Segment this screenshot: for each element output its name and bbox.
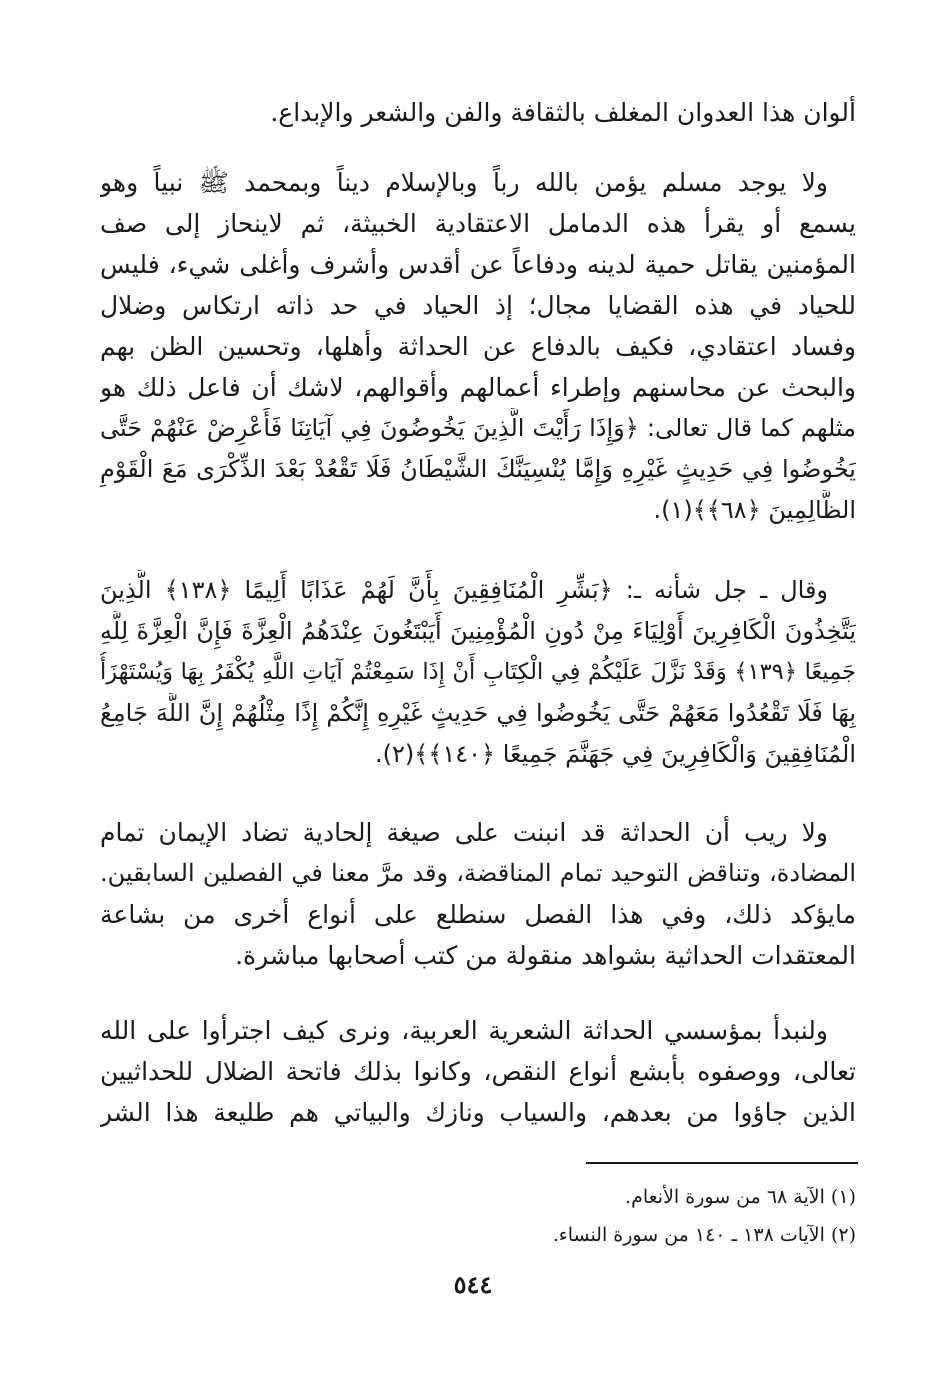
text-line: والبحث عن محاسنهم وإطراء أعمالهم وأقوالهم، لاشك أن فاعل ذلك هو	[100, 373, 856, 402]
text-line: المضادة، وتناقض التوحيد تمام المناقضة، وقد مرَّ معنا في الفصلين السابقين.	[100, 859, 856, 887]
page-number: ٥٤٤	[453, 1270, 493, 1299]
paragraph-2	[100, 162, 856, 531]
footnote-2: (٢) الآيات ١٣٨ ـ ١٤٠ من سورة النساء.	[552, 1224, 856, 1246]
quran-line: يَخُوضُوا فِي حَدِيثٍ غَيْرِهِ وَإِمَّا يُنْسِيَنَّكَ الشَّيْطَانُ فَلَا تَقْعُدْ بَعْدَ الذِّكْرَى مَعَ الْقَوْمِ	[100, 455, 856, 483]
quran-line: الْمُنَافِقِينَ وَالْكَافِرِينَ فِي جَهَنَّمَ جَمِيعًا ﴿١٤٠﴾﴾(٢).	[374, 740, 856, 768]
quran-line: وقال ـ جل شأنه ـ: ﴿بَشِّرِ الْمُنَافِقِينَ بِأَنَّ لَهُمْ عَذَابًا أَلِيمًا ﴿١٣٨﴾ الَّذِينَ	[100, 576, 829, 604]
quran-line: بِهَا فَلَا تَقْعُدُوا مَعَهُمْ حَتَّى يَخُوضُوا فِي حَدِيثٍ غَيْرِهِ إِنَّكُمْ إِذًا مِثْلُهُمْ إِنَّ اللَّهَ جَامِعُ	[100, 699, 856, 727]
footnote-1: (١) الآية ٦٨ من سورة الأنعام.	[625, 1186, 856, 1208]
text-line: ألوان هذا العدوان المغلف بالثقافة والفن والشعر والإبداع.	[270, 98, 856, 127]
text-line: ولا ريب أن الحداثة قد انبنت على صيغة إلحادية تضاد الإيمان تمام	[100, 818, 828, 847]
quran-line: يَتَّخِذُونَ الْكَافِرِينَ أَوْلِيَاءَ مِنْ دُونِ الْمُؤْمِنِينَ أَيَبْتَغُونَ عِنْدَهُمُ الْعِزَّةَ فَإِنَّ الْعِزَّةَ لِلَّهِ	[100, 617, 856, 645]
paragraph-4	[100, 812, 856, 976]
text-line: ولا يوجد مسلم يؤمن بالله رباً وبالإسلام ديناً وبمحمد ﷺ نبياً وهو	[100, 168, 828, 197]
text-line: الذين جاؤوا من بعدهم، والسياب ونازك والبياتي هم طليعة هذا الشر	[100, 1098, 856, 1127]
text-line: ولنبدأ بمؤسسي الحداثة الشعرية العربية، ونرى كيف اجترأوا على الله	[100, 1016, 828, 1045]
footnotes	[100, 1178, 856, 1254]
text-line: للحياد في هذه القضايا مجال؛ إذ الحياد في حد ذاته ارتكاس وضلال	[100, 291, 856, 320]
text-line: المعتقدات الحداثية بشواهد منقولة من كتب أصحابها مباشرة.	[235, 941, 856, 970]
text-line: وفساد اعتقادي، فكيف بالدفاع عن الحداثة وأهلها، وتحسين الظن بهم	[100, 332, 856, 361]
paragraph-3	[100, 570, 856, 775]
quran-line: الظَّالِمِينَ ﴿٦٨﴾﴾(١).	[653, 496, 856, 524]
text-line: تعالى، ووصفوه بأبشع أنواع النقص، وكانوا بذلك فاتحة الضلال للحداثيين	[100, 1057, 856, 1086]
paragraph-5	[100, 1010, 856, 1133]
quran-line: جَمِيعًا ﴿١٣٩﴾ وَقَدْ نَزَّلَ عَلَيْكُمْ فِي الْكِتَابِ أَنْ إِذَا سَمِعْتُمْ آيَاتِ اللَّهِ يُكْفَرُ بِهَا وَيُسْتَهْزَأُ	[100, 659, 856, 685]
text-line: المؤمنين يقاتل حمية لدينه ودفاعاً عن أقدس وأشرف وأغلى شيء، فليس	[100, 250, 856, 279]
quran-line: مثلهم كما قال تعالى: ﴿وَإِذَا رَأَيْتَ الَّذِينَ يَخُوضُونَ فِي آيَاتِنَا فَأَعْرِضْ عَنْهُمْ حَتَّى	[100, 414, 856, 442]
text-line: يسمع أو يقرأ هذه الدمامل الاعتقادية الخبيثة، ثم لاينحاز إلى صف	[100, 209, 856, 238]
text-line: مايؤكد ذلك، وفي هذا الفصل سنطلع على أنواع أخرى من بشاعة	[100, 900, 856, 929]
paragraph-1	[100, 92, 856, 133]
footnote-divider	[586, 1162, 858, 1164]
